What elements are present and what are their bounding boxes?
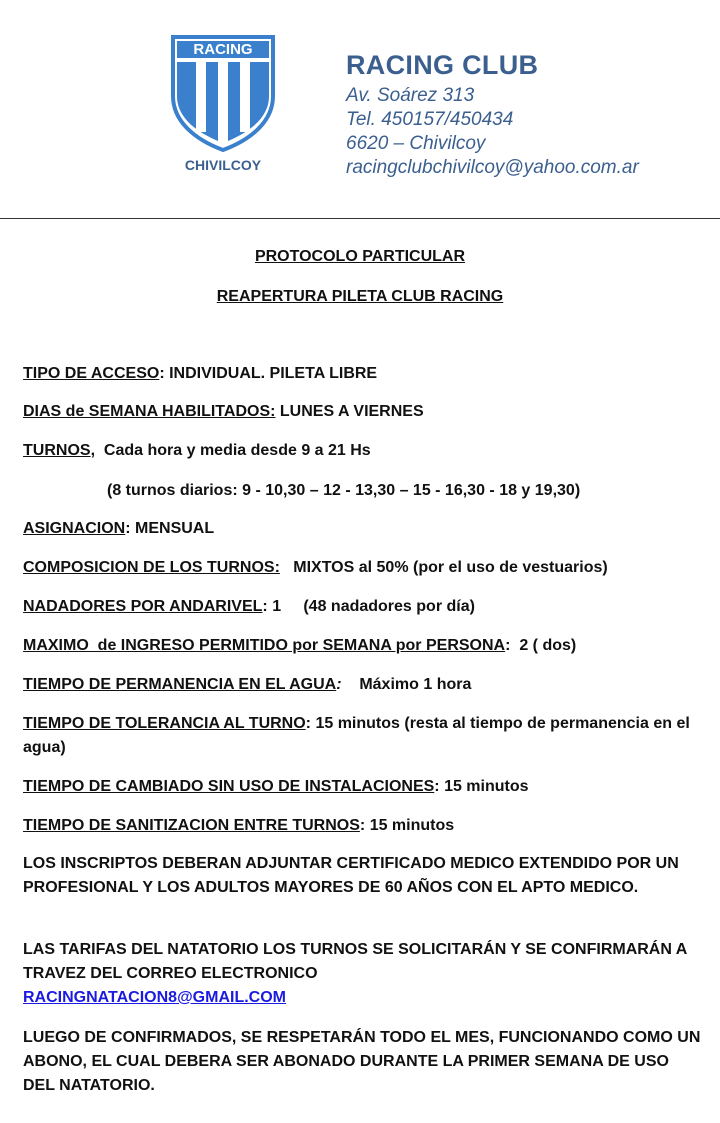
cambiado-label: TIEMPO DE CAMBIADO SIN USO DE INSTALACIONES (23, 778, 435, 795)
dias-value: LUNES A VIERNES (279, 403, 424, 420)
permanencia-label: TIEMPO DE PERMANENCIA EN EL AGUA (23, 676, 337, 693)
club-address: Av. Soárez 313 (346, 85, 475, 106)
club-city: 6620 – Chivilcoy (346, 133, 486, 154)
maximo-row: MAXIMO de INGRESO PERMITIDO por SEMANA por PERSONA: 2 ( dos) (23, 637, 577, 654)
composicion-value: MIXTOS al 50% (por el uso de vestuarios) (293, 559, 608, 576)
club-email: racingclubchivilcoy@yahoo.com.ar (346, 157, 639, 178)
header-divider (0, 218, 720, 219)
composicion-row (23, 556, 703, 580)
luego-paragraph: LUEGO DE CONFIRMADOS, SE RESPETARÁN TODO EL MES, FUNCIONANDO COMO UN ABONO, EL CUAL DEBERA SER ABONADO DURANTE LA PRIMER SEMANA DE USO DEL NATATORIO. (23, 1029, 701, 1094)
dias-row (23, 400, 703, 424)
sanitizacion-value: 15 minutos (369, 817, 455, 834)
letterhead (0, 0, 720, 220)
racing-shield-logo (170, 34, 276, 174)
sanitizacion-label: TIEMPO DE SANITIZACION ENTRE TURNOS (23, 817, 360, 834)
club-name: RACING CLUB (346, 50, 539, 80)
acceso-row: TIPO DE ACCESO: INDIVIDUAL. PILETA LIBRE (23, 365, 378, 382)
permanencia-row: TIEMPO DE PERMANENCIA EN EL AGUA: Máximo 1 hora (23, 676, 472, 693)
sanitizacion-row: TIEMPO DE SANITIZACION ENTRE TURNOS: 15 minutos (23, 817, 455, 834)
nadadores-note: (48 nadadores por día) (303, 598, 475, 615)
contact-email-link[interactable]: RACINGNATACION8@GMAIL.COM (23, 989, 286, 1006)
asignacion-row: ASIGNACION: MENSUAL (23, 520, 215, 537)
tolerancia-label: TIEMPO DE TOLERANCIA AL TURNO (23, 715, 306, 732)
acceso-label: TIPO DE ACCESO (23, 365, 160, 382)
composicion-label: COMPOSICION DE LOS TURNOS: (23, 559, 280, 576)
turnos-value: Cada hora y media desde 9 a 21 Hs (103, 442, 371, 459)
shield-icon (170, 34, 276, 174)
tolerancia-value: 15 minutos (resta al tiempo de permanencia en el agua) (23, 715, 690, 756)
turnos-row: TURNOS, Cada hora y media desde 9 a 21 Hs (23, 442, 371, 459)
maximo-value: 2 ( dos) (519, 637, 577, 654)
logo-top-text: RACING (193, 41, 253, 58)
tolerancia-row: TIEMPO DE TOLERANCIA AL TURNO: 15 minutos (resta al tiempo de permanencia en el agua) (23, 715, 690, 756)
document-title: PROTOCOLO PARTICULAR (254, 248, 466, 265)
logo-bottom-text: CHIVILCOY (184, 157, 262, 173)
nadadores-row: NADADORES POR ANDARIVEL: 1 (48 nadadores por día) (23, 598, 475, 615)
asignacion-value: MENSUAL (135, 520, 215, 537)
cambiado-value: 15 minutos (444, 778, 529, 795)
tarifas-paragraph (23, 938, 703, 1010)
turnos-label: TURNOS (23, 442, 91, 459)
cambiado-row: TIEMPO DE CAMBIADO SIN USO DE INSTALACIONES: 15 minutos (23, 778, 529, 795)
asignacion-label: ASIGNACION (23, 520, 126, 537)
dias-label: DIAS de SEMANA HABILITADOS: (23, 403, 276, 420)
acceso-value: INDIVIDUAL. PILETA LIBRE (169, 365, 378, 382)
nadadores-label: NADADORES POR ANDARIVEL (23, 598, 263, 615)
club-phone: Tel. 450157/450434 (346, 109, 514, 130)
inscriptos-paragraph: LOS INSCRIPTOS DEBERAN ADJUNTAR CERTIFICADO MEDICO EXTENDIDO POR UN PROFESIONAL Y LOS ADULTOS MAYORES DE 60 AÑOS CON EL APTO MEDICO. (23, 855, 679, 896)
nadadores-value: 1 (272, 598, 282, 615)
maximo-label: MAXIMO de INGRESO PERMITIDO por SEMANA por PERSONA (23, 637, 506, 654)
tarifas-text: LAS TARIFAS DEL NATATORIO LOS TURNOS SE SOLICITARÁN Y SE CONFIRMARÁN A TRAVEZ DEL CORREO ELECTRONICO (23, 941, 687, 982)
permanencia-value: Máximo 1 hora (359, 676, 472, 693)
turnos-detail: (8 turnos diarios: 9 - 10,30 – 12 - 13,30 – 15 - 16,30 - 18 y 19,30) (107, 482, 581, 499)
document-subtitle: REAPERTURA PILETA CLUB RACING (216, 288, 504, 305)
